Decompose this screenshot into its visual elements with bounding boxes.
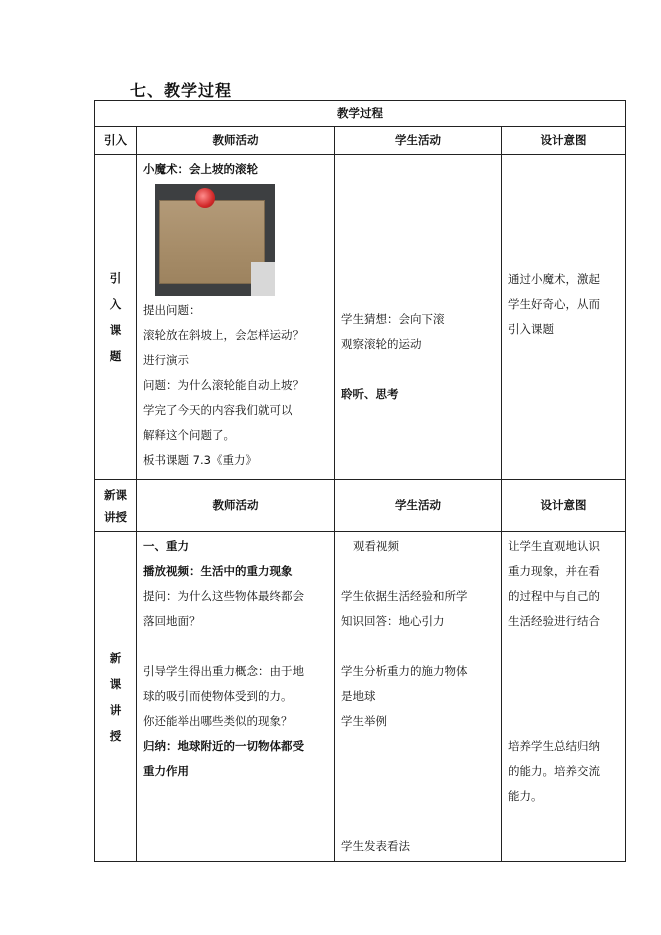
new-header-teacher: 教师活动 [137, 480, 335, 532]
header-intent: 设计意图 [502, 127, 626, 155]
intro-student-cell [335, 155, 502, 480]
header-stage: 引入 [95, 127, 137, 155]
magic-heading: 小魔术：会上坡的滚轮 [143, 162, 258, 176]
intent-line: 的过程中与自己的 [508, 589, 600, 603]
concept-line: 你还能举出哪些类似的现象？ [143, 714, 293, 728]
teacher-line: 滚轮放在斜坡上，会怎样运动？ [143, 328, 304, 342]
intent-line: 通过小魔术，激起 [508, 272, 600, 286]
header-stage-line: 新课 [104, 487, 127, 502]
intent-line: 学生好奇心，从而 [508, 297, 600, 311]
teacher-line: 问题：为什么滚轮能自动上坡？ [143, 378, 304, 392]
new-header-stage [95, 480, 137, 532]
concept-line: 引导学生得出重力概念：由于地 [143, 664, 304, 678]
intro-header-row [95, 127, 626, 155]
teacher-line: 进行演示 [143, 353, 189, 367]
new-row [95, 532, 626, 862]
student-line: 知识回答：地心引力 [341, 614, 445, 628]
stage-char: 课 [109, 323, 122, 337]
new-teacher-cell [137, 532, 335, 862]
stage-char: 新 [109, 650, 122, 665]
red-wheel [195, 188, 215, 208]
student-line: 学生猜想：会向下滚 [341, 312, 445, 326]
student-line: 观察滚轮的运动 [341, 337, 422, 351]
student-line: 是地球 [341, 689, 376, 703]
stage-char: 入 [109, 297, 122, 311]
teacher-line: 学完了今天的内容我们就可以 [143, 403, 293, 417]
stage-char: 课 [109, 676, 122, 691]
concept-line: 球的吸引而使物体受到的力。 [143, 689, 293, 703]
stage-char: 讲 [109, 702, 122, 717]
intro-intent-cell [502, 155, 626, 480]
new-student-cell [335, 532, 502, 862]
cardboard-slope [159, 200, 265, 284]
intro-teacher-cell [137, 155, 335, 480]
question-line: 落回地面？ [143, 614, 201, 628]
gravity-heading: 一、重力 [143, 539, 189, 553]
intent-line: 让学生直观地认识 [508, 539, 600, 553]
new-intent-cell [502, 532, 626, 862]
teacher-line: 解释这个问题了。 [143, 428, 235, 442]
intro-row [95, 155, 626, 480]
stage-char: 引 [109, 271, 122, 285]
student-line: 学生依据生活经验和所学 [341, 589, 468, 603]
table-caption: 教学过程 [95, 101, 626, 127]
student-line: 学生举例 [341, 714, 387, 728]
rolling-wheel-photo [155, 184, 275, 296]
section-title: 七、教学过程 [130, 81, 233, 100]
student-line: 学生分析重力的施力物体 [341, 664, 468, 678]
student-line-bold: 聆听、思考 [341, 387, 399, 401]
summary-line: 重力作用 [143, 764, 189, 778]
intent-line: 引入课题 [508, 322, 554, 336]
header-student: 学生活动 [335, 127, 502, 155]
new-stage-label [110, 645, 122, 749]
new-header-row [95, 480, 626, 532]
intent-line: 生活经验进行结合 [508, 614, 600, 628]
new-header-intent: 设计意图 [502, 480, 626, 532]
student-line: 学生发表看法 [341, 839, 410, 853]
slope-base [251, 262, 275, 296]
intent-line: 培养学生总结归纳 [508, 739, 600, 753]
intent-line: 重力现象，并在看 [508, 564, 600, 578]
table-caption-row [95, 101, 626, 127]
header-teacher: 教师活动 [137, 127, 335, 155]
intent-line: 能力。 [508, 789, 543, 803]
intro-stage-cell [95, 155, 137, 480]
intent-line: 的能力。培养交流 [508, 764, 600, 778]
question-line: 提问：为什么这些物体最终都会 [143, 589, 304, 603]
student-line: 观看视频 [353, 539, 399, 553]
summary-line: 归纳：地球附近的一切物体都受 [143, 739, 304, 753]
video-line: 播放视频：生活中的重力现象 [143, 564, 293, 578]
new-stage-cell [95, 532, 137, 862]
teacher-line: 提出问题： [143, 303, 201, 317]
stage-char: 授 [109, 728, 122, 743]
stage-char: 题 [109, 349, 122, 363]
intro-stage-label [110, 265, 122, 369]
new-header-student: 学生活动 [335, 480, 502, 532]
header-stage-line: 讲授 [104, 509, 127, 524]
teacher-line: 板书课题 7.3《重力》 [143, 453, 257, 467]
teaching-process-table [94, 100, 626, 862]
